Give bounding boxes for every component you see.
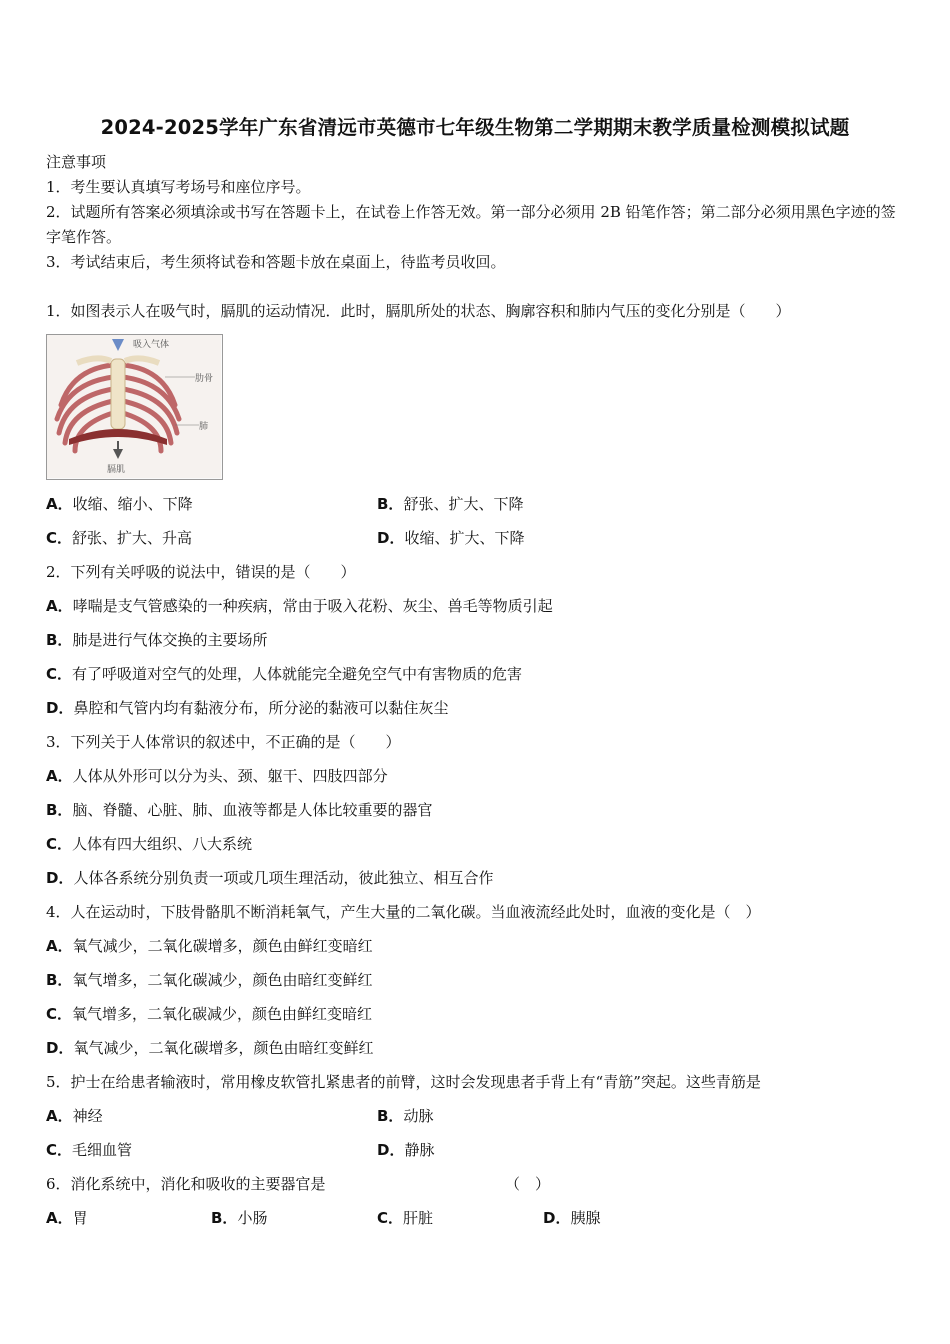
question-stem: 2．下列有关呼吸的说法中，错误的是（ ） [46, 563, 356, 581]
option: C．毛细血管 [46, 1141, 133, 1159]
option: B．小肠 [211, 1209, 268, 1227]
ribcage-illustration [47, 335, 221, 478]
figure-label: 肋骨 [195, 374, 214, 384]
question-stem: 1．如图表示人在吸气时，膈肌的运动情况．此时，膈肌所处的状态、胸廓容积和肺内气压的变化分别是（ ） [46, 302, 791, 320]
figure-label: 肺 [199, 422, 209, 432]
option: C．人体有四大组织、八大系统 [46, 835, 253, 853]
figure-label: 吸入气体 [133, 340, 170, 350]
option: D．收缩、扩大、下降 [377, 529, 525, 547]
option: B．肺是进行气体交换的主要场所 [46, 631, 268, 649]
option: B．舒张、扩大、下降 [377, 495, 524, 513]
question-stem: 3．下列关于人体常识的叙述中，不正确的是（ ） [46, 733, 401, 751]
option: C．舒张、扩大、升高 [46, 529, 193, 547]
option: B．动脉 [377, 1107, 434, 1125]
option: A．神经 [46, 1107, 103, 1125]
question-stem: 4．人在运动时，下肢骨骼肌不断消耗氧气，产生大量的二氧化碳。当血液流经此处时，血液的变化是（ ） [46, 903, 761, 921]
option: C．氧气增多，二氧化碳减少，颜色由鲜红变暗红 [46, 1005, 373, 1023]
figure-label: 膈肌 [107, 465, 126, 475]
notice-item: 3．考试结束后，考生须将试卷和答题卡放在桌面上，待监考员收回。 [46, 253, 506, 271]
option: A．胃 [46, 1209, 88, 1227]
notice-item: 2．试题所有答案必须填涂或书写在答题卡上，在试卷上作答无效。第一部分必须用 2B 铅笔作答；第二部分必须用黑色字迹的签字笔作答。 [46, 203, 896, 246]
option: A．氧气减少，二氧化碳增多，颜色由鲜红变暗红 [46, 937, 373, 955]
page-title: 2024-2025学年广东省清远市英德市七年级生物第二学期期末教学质量检测模拟试题 [100, 116, 850, 139]
option: D．人体各系统分别负责一项或几项生理活动，彼此独立、相互合作 [46, 869, 494, 887]
option: B．氧气增多，二氧化碳减少，颜色由暗红变鲜红 [46, 971, 373, 989]
option: A．哮喘是支气管感染的一种疾病，常由于吸入花粉、灰尘、兽毛等物质引起 [46, 597, 553, 615]
notice-heading: 注意事项 [46, 153, 107, 171]
option: D．胰腺 [543, 1209, 601, 1227]
question-stem: 5．护士在给患者输液时，常用橡皮软管扎紧患者的前臂，这时会发现患者手背上有“青筋”突起。这些青筋是 [46, 1073, 761, 1091]
option: A．人体从外形可以分为头、颈、躯干、四肢四部分 [46, 767, 388, 785]
question-stem: 6．消化系统中，消化和吸收的主要器官是 [46, 1175, 326, 1193]
option: C．肝脏 [377, 1209, 434, 1227]
ribcage-diagram [46, 334, 223, 480]
option: D．氧气减少，二氧化碳增多，颜色由暗红变鲜红 [46, 1039, 374, 1057]
question-paren: （ ） [505, 1175, 551, 1193]
option: D．鼻腔和气管内均有黏液分布，所分泌的黏液可以黏住灰尘 [46, 699, 449, 717]
notice-item: 1．考生要认真填写考场号和座位序号。 [46, 178, 311, 196]
option: A．收缩、缩小、下降 [46, 495, 193, 513]
option: B．脑、脊髓、心脏、肺、血液等都是人体比较重要的器官 [46, 801, 433, 819]
option: C．有了呼吸道对空气的处理，人体就能完全避免空气中有害物质的危害 [46, 665, 523, 683]
option: D．静脉 [377, 1141, 435, 1159]
